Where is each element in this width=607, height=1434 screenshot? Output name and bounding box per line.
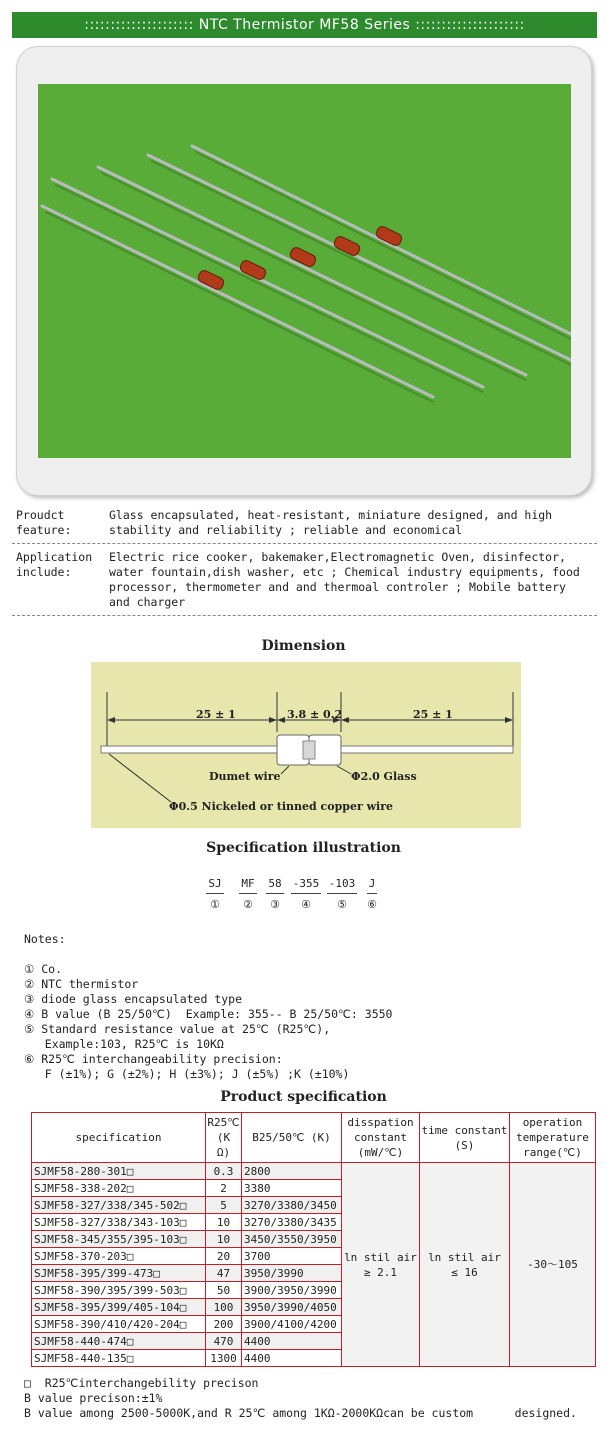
cell-b-value: 3270/3380/3450: [242, 1197, 342, 1214]
code-part: [237, 877, 259, 911]
application-row: [12, 544, 597, 616]
code-number: ⑤: [337, 898, 347, 911]
code-number: ②: [243, 898, 253, 911]
header-temperature: operation temperature range(℃): [510, 1113, 596, 1163]
feature-row: [12, 502, 597, 544]
note-line: ④ B value (B 25/50℃) Example: 355-- B 25/50℃: 3550: [24, 1007, 393, 1021]
cell-b-value: 3270/3380/3435: [242, 1214, 342, 1231]
note-line: ⑤ Standard resistance value at 25℃ (R25℃),: [24, 1022, 331, 1036]
note-line: Example:103, R25℃ is 10KΩ: [24, 1037, 224, 1051]
application-text: Electric rice cooker, bakemaker,Electromagnetic Oven, disinfector, water fountain,dish washer, etc ; Chemical industry equipments, food processor, thermometer and and thermoal controler ; Mobile battery and charger: [109, 550, 580, 609]
cell-model: SJMF58-440-135□: [32, 1350, 206, 1367]
code-text: SJ: [206, 877, 223, 894]
cell-b-value: 3700: [242, 1248, 342, 1265]
cell-model: SJMF58-395/399/405-104□: [32, 1299, 206, 1316]
copper-wire-label: Φ0.5 Nickeled or tinned copper wire: [169, 800, 394, 813]
cell-b-value: 3950/3990: [242, 1265, 342, 1282]
notes: [24, 932, 392, 1082]
note-line: ① Co.: [24, 962, 63, 976]
cell-r25: 50: [206, 1282, 242, 1299]
code-number: ④: [301, 898, 311, 911]
note-line: ② NTC thermistor: [24, 977, 139, 991]
note-line: ③ diode glass encapsulated type: [24, 992, 243, 1006]
application-label: Application include:: [16, 550, 93, 579]
cell-r25: 47: [206, 1265, 242, 1282]
dimension-title: Dimension: [261, 638, 346, 654]
table-row: [32, 1163, 596, 1180]
cell-model: SJMF58-327/338/343-103□: [32, 1214, 206, 1231]
note-line: F (±1%); G (±2%); H (±3%); J (±5%) ;K (±10%): [24, 1067, 350, 1081]
cell-b-value: 2800: [242, 1163, 342, 1180]
code-part: [362, 877, 382, 911]
cell-b-value: 3450/3550/3950: [242, 1231, 342, 1248]
dumet-wire-label: Dumet wire: [209, 770, 281, 783]
footer-notes: [24, 1376, 577, 1421]
code-text: MF: [239, 877, 256, 894]
product-photo-frame: [16, 46, 592, 496]
cell-model: SJMF58-345/355/395-103□: [32, 1231, 206, 1248]
header-time-constant: time constant (S): [420, 1113, 510, 1163]
notes-spacer: [24, 947, 392, 962]
product-spec-title: Product specification: [220, 1089, 387, 1105]
cell-b-value: 4400: [242, 1333, 342, 1350]
cell-time-constant: ln stil air ≤ 16: [420, 1163, 510, 1367]
cell-r25: 10: [206, 1231, 242, 1248]
product-spec-table: [31, 1112, 596, 1367]
cell-model: SJMF58-327/338/345-502□: [32, 1197, 206, 1214]
footer-line: B value precison:±1%: [24, 1391, 163, 1405]
cell-r25: 10: [206, 1214, 242, 1231]
footer-line: □ R25℃interchangebility precison: [24, 1376, 259, 1390]
page-title: ::::::::::::::::::::: NTC Thermistor MF58 Series :::::::::::::::::::::: [12, 12, 597, 38]
cell-b-value: 3900/3950/3990: [242, 1282, 342, 1299]
cell-model: SJMF58-280-301□: [32, 1163, 206, 1180]
mid-length-label: 3.8 ± 0.2: [287, 708, 343, 721]
header-b-value: B25/50℃ (K): [242, 1113, 342, 1163]
code-text: 58: [266, 877, 283, 894]
feature-text: Glass encapsulated, heat-resistant, miniature designed, and high stability and reliability ; reliable and economical: [109, 508, 553, 537]
note-line: ⑥ R25℃ interchangeability precision:: [24, 1052, 283, 1066]
code-part: [288, 877, 324, 911]
glass-label: Φ2.0 Glass: [351, 770, 417, 783]
code-number: ③: [270, 898, 280, 911]
cell-r25: 200: [206, 1316, 242, 1333]
cell-dissipation: ln stil air ≥ 2.1: [342, 1163, 420, 1367]
code-part: [205, 877, 225, 911]
cell-model: SJMF58-370-203□: [32, 1248, 206, 1265]
notes-heading: Notes:: [24, 932, 66, 946]
spec-illustration-title: Specification illustration: [206, 840, 401, 856]
code-part: [324, 877, 360, 911]
code-text: -103: [327, 877, 358, 894]
product-photo: [38, 84, 571, 458]
code-text: J: [367, 877, 378, 894]
code-number: ①: [210, 898, 220, 911]
code-text: -355: [291, 877, 322, 894]
cell-r25: 5: [206, 1197, 242, 1214]
left-length-label: 25 ± 1: [196, 708, 236, 721]
cell-r25: 470: [206, 1333, 242, 1350]
cell-r25: 2: [206, 1180, 242, 1197]
code-number: ⑥: [367, 898, 377, 911]
cell-model: SJMF58-390/410/420-204□: [32, 1316, 206, 1333]
cell-r25: 0.3: [206, 1163, 242, 1180]
cell-b-value: 4400: [242, 1350, 342, 1367]
cell-r25: 1300: [206, 1350, 242, 1367]
dimension-drawing: [91, 662, 521, 828]
code-part: [264, 877, 286, 911]
right-length-label: 25 ± 1: [413, 708, 453, 721]
header-r25: R25℃ (K Ω): [206, 1113, 242, 1163]
feature-table: [12, 502, 597, 616]
cell-b-value: 3900/4100/4200: [242, 1316, 342, 1333]
cell-temperature: -30～105: [510, 1163, 596, 1367]
footer-line: B value among 2500-5000K,and R 25℃ among 1KΩ-2000KΩcan be custom designed.: [24, 1406, 577, 1420]
cell-b-value: 3950/3990/4050: [242, 1299, 342, 1316]
cell-model: SJMF58-338-202□: [32, 1180, 206, 1197]
header-spec: specification: [32, 1113, 206, 1163]
cell-r25: 100: [206, 1299, 242, 1316]
feature-label: Proudct feature:: [16, 508, 72, 537]
cell-r25: 20: [206, 1248, 242, 1265]
header-dissipation: disspation constant (mW/℃): [342, 1113, 420, 1163]
cell-model: SJMF58-390/395/399-503□: [32, 1282, 206, 1299]
spec-header-row: [32, 1113, 596, 1163]
cell-model: SJMF58-395/399-473□: [32, 1265, 206, 1282]
cell-model: SJMF58-440-474□: [32, 1333, 206, 1350]
cell-b-value: 3380: [242, 1180, 342, 1197]
